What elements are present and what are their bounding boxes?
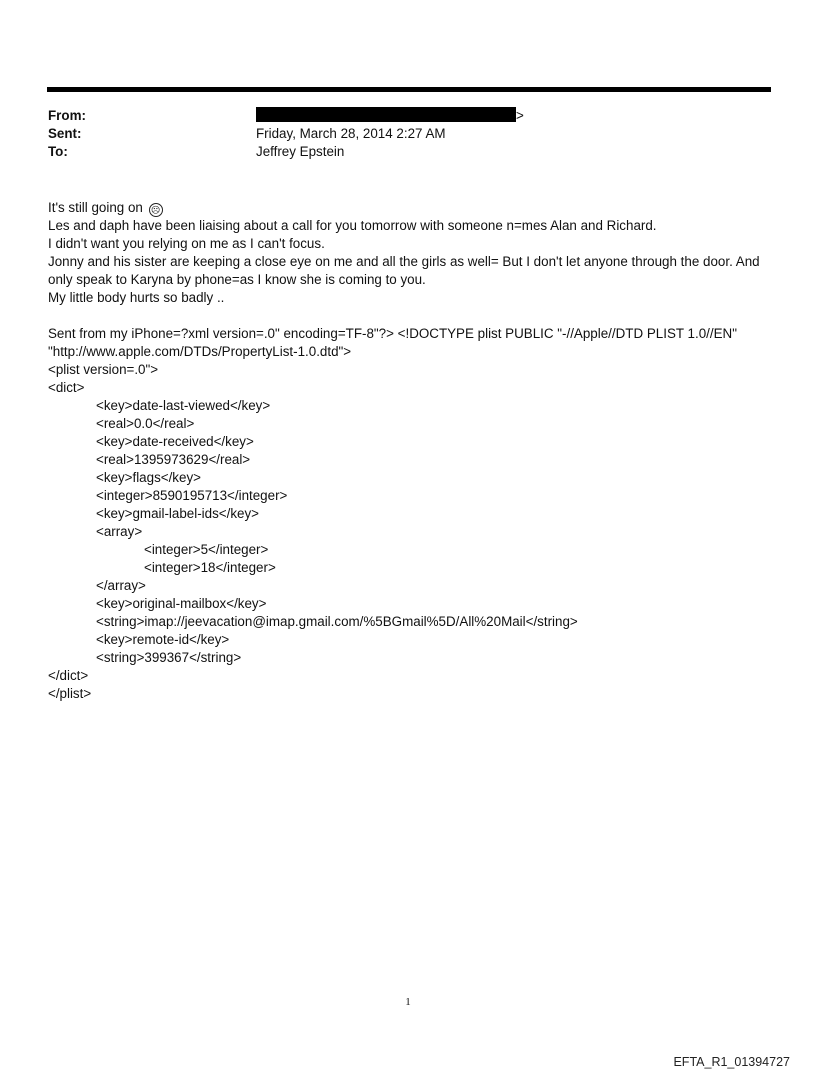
to-value: Jeffrey Epstein xyxy=(256,144,345,159)
sent-value: Friday, March 28, 2014 2:27 AM xyxy=(256,126,446,141)
plist-line-10: <integer>8590195713</integer> xyxy=(96,488,288,503)
plist-line-5: <key>date-last-viewed</key> xyxy=(96,398,271,413)
plist-line-15: </array> xyxy=(96,578,146,593)
plist-line-1: Sent from my iPhone=?xml version=.0" encoding=TF-8"?> <!DOCTYPE plist PUBLIC "-//Apple//DTD PLIST 1.0//EN" xyxy=(48,326,737,341)
plist-line-17: <string>imap://jeevacation@imap.gmail.com/%5BGmail%5D/All%20Mail</string> xyxy=(96,614,578,629)
plist-line-9: <key>flags</key> xyxy=(96,470,201,485)
page-number: 1 xyxy=(405,996,411,1008)
plist-line-20: </dict> xyxy=(48,668,89,683)
body-line-2: Les and daph have been liaising about a call for you tomorrow with someone n=mes Alan and Richard. xyxy=(48,218,657,233)
bates-number: EFTA_R1_01394727 xyxy=(673,1055,790,1069)
plist-line-18: <key>remote-id</key> xyxy=(96,632,230,647)
from-suffix: > xyxy=(516,108,524,123)
body-line-6: My little body hurts so badly .. xyxy=(48,290,225,305)
plist-line-3: <plist version=.0"> xyxy=(48,362,159,377)
plist-line-8: <real>1395973629</real> xyxy=(96,452,251,467)
plist-line-7: <key>date-received</key> xyxy=(96,434,254,449)
plist-line-4: <dict> xyxy=(48,380,85,395)
body-line-4: Jonny and his sister are keeping a close eye on me and all the girls as well= But I don't let anyone through the door. And xyxy=(48,254,760,269)
plist-line-12: <array> xyxy=(96,524,143,539)
plist-line-2: "http://www.apple.com/DTDs/PropertyList-1.0.dtd"> xyxy=(48,344,352,359)
plist-line-21: </plist> xyxy=(48,686,92,701)
frowning-face-icon: ☹ xyxy=(149,203,163,217)
body-line-5: only speak to Karyna by phone=as I know she is coming to you. xyxy=(48,272,426,287)
to-label: To: xyxy=(48,144,68,159)
body-line-1 xyxy=(48,199,163,217)
redaction-block xyxy=(256,107,516,122)
plist-line-13: <integer>5</integer> xyxy=(144,542,269,557)
plist-line-19: <string>399367</string> xyxy=(96,650,242,665)
from-value xyxy=(256,107,524,125)
sent-label: Sent: xyxy=(48,126,82,141)
plist-line-6: <real>0.0</real> xyxy=(96,416,195,431)
plist-line-11: <key>gmail-label-ids</key> xyxy=(96,506,260,521)
plist-line-14: <integer>18</integer> xyxy=(144,560,276,575)
plist-line-16: <key>original-mailbox</key> xyxy=(96,596,267,611)
body-line-3: I didn't want you relying on me as I can't focus. xyxy=(48,236,325,251)
header-rule xyxy=(47,87,771,92)
body-line-1-text: It's still going on xyxy=(48,200,143,215)
from-label: From: xyxy=(48,108,86,123)
